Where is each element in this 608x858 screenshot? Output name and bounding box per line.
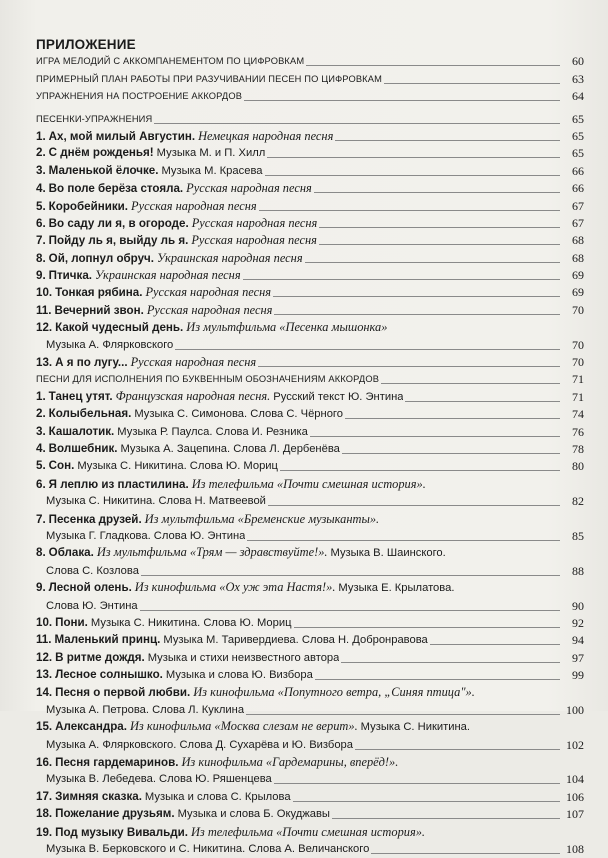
appendix-item [36,88,584,105]
entry-text [36,250,303,267]
appendix-item [36,53,584,70]
exercise-entry [36,197,584,214]
song-source: Из мультфильма «Бременские музыканты». [144,511,380,526]
song-entry-continuation [36,562,584,579]
song-author: Музыка и слова Ю. Визбора [165,669,313,682]
leader-line [371,853,560,854]
page-number: 71 [572,372,584,387]
song-title: В ритме дождя. [55,650,145,664]
exercises-heading: ПЕСЕНКИ-УПРАЖНЕНИЯ [36,113,153,124]
song-title: Лесное солнышко. [55,668,163,682]
section-title: ПРИЛОЖЕНИЕ [36,37,136,52]
song-entry [36,684,584,701]
exercises-list [36,110,584,371]
entry-text [36,215,317,232]
leader-line [274,314,560,315]
entry-number: 4. [36,182,46,196]
page-number: 100 [566,702,584,717]
entry-text [46,562,139,579]
song-entry-continuation [36,597,584,614]
exercise-entry [36,301,584,318]
entry-text [36,632,428,649]
entry-number: 3. [36,163,46,177]
page-number: 67 [572,198,584,213]
entry-text [36,806,330,823]
song-author: Музыка М. Таривердиева. Слова Н. Добронравова [163,634,428,647]
entry-text [36,476,426,493]
leader-line [430,644,560,645]
song-entry [36,632,584,649]
leader-line [274,783,560,784]
page-number: 70 [572,302,584,317]
page-number: 90 [572,598,584,613]
song-source: Украинская народная песня [157,250,303,265]
page-number: 64 [572,89,584,104]
entry-text [46,841,369,858]
entry-text [36,423,308,440]
song-author: Музыка А. Флярковского [46,338,174,351]
song-author: Музыка А. Флярковского. Слова Д. Сухарёва и Ю. Визбора [46,738,353,751]
page-number: 104 [566,772,584,787]
page-number: 68 [572,250,584,265]
exercise-entry [36,267,584,284]
song-author: Музыка В. Лебедева. Слова Ю. Ряшенцева [46,773,272,786]
exercise-entry [36,354,584,371]
leader-line [154,123,560,124]
song-title: Тонкая рябина. [55,286,143,300]
page-number: 71 [572,389,584,404]
song-source: Французская народная песня. [115,388,271,403]
page-number: 69 [572,285,584,300]
entry-text [36,53,304,70]
appendix-item-label: ПРИМЕРНЫЙ ПЛАН РАБОТЫ ПРИ РАЗУЧИВАНИИ ПЕСЕН ПО ЦИФРОВКАМ [36,73,382,84]
song-title: Я леплю из пластилина. [48,477,189,491]
entry-text [36,319,387,336]
song-author: Слова С. Козлова [46,564,139,577]
leader-line [306,65,560,66]
entry-number: 10. [36,286,53,300]
song-source: Русская народная песня [146,302,273,317]
song-author: Музыка С. Симонова. Слова С. Чёрного [134,408,343,421]
page-number: 66 [572,163,584,178]
entry-text [36,719,470,736]
song-author: Музыка С. Никитина. Слова Ю. Мориц [77,460,278,473]
song-entry [36,754,584,771]
songs-heading-row [36,371,584,388]
exercise-entry [36,180,584,197]
entry-number: 2. [36,146,46,160]
entry-number: 17. [36,789,53,803]
song-title: Маленькой ёлочке. [48,163,159,177]
leader-line [305,262,560,263]
exercise-entry [36,162,584,179]
leader-line [244,100,560,101]
song-title: А я по лугу... [55,356,128,370]
page-number: 65 [572,146,584,161]
song-title: Песенка друзей. [48,512,142,526]
song-title: С днём рожденья! [48,146,154,160]
entry-text [36,371,379,388]
entry-text [36,824,425,841]
entry-text [36,128,333,145]
entry-text [36,232,317,249]
song-source: Из кинофильма «Попутного ветра, „Синяя птица"». [193,685,475,700]
song-author: Музыка Р. Паулса. Слова И. Резника [117,425,308,438]
leader-line [310,436,560,437]
table-of-contents [36,36,584,858]
page-number: 65 [572,128,584,143]
song-author: Музыка и слова С. Крылова [144,790,291,803]
song-title: Пожелание друзьям. [55,807,175,821]
page-number: 94 [572,633,584,648]
song-title: Во поле берёза стояла. [48,182,184,196]
page-number: 80 [572,459,584,474]
entry-text [46,493,266,510]
song-title: Вечерний звон. [54,303,144,317]
exercise-entry [36,145,584,162]
page-number: 102 [566,737,584,752]
entry-number: 9. [36,269,46,283]
entry-text [36,388,403,405]
entry-number: 12. [36,321,53,335]
song-title: Пони. [55,615,88,629]
leader-line [140,610,560,611]
song-author: Музыка Е. Крылатова. [338,582,455,595]
song-source: Немецкая народная песня [198,128,334,143]
song-author: Музыка В. Берковского и С. Никитина. Слова А. Величанского [46,842,370,855]
song-entry-continuation [36,771,584,788]
page-number: 76 [572,424,584,439]
entry-number: 6. [36,477,46,491]
leader-line [319,227,560,228]
song-title: Танец утят. [48,389,113,403]
song-author: Музыка А. Зацепина. Слова Л. Дербенёва [120,442,340,455]
page-number: 70 [572,355,584,370]
leader-line [405,401,560,402]
entry-text [36,145,265,162]
leader-line [381,383,560,384]
entry-number: 8. [36,546,46,560]
song-entry [36,423,584,440]
entry-text [36,88,242,105]
entry-text [36,406,343,423]
song-title: Облака. [48,546,94,560]
leader-line [332,818,560,819]
songs-list [36,371,584,858]
song-source: Русская народная песня [191,215,318,230]
song-title: Под музыку Вивальди. [55,825,188,839]
song-title: Кашалотик. [48,424,115,438]
entry-text [36,684,475,701]
song-entry [36,580,584,597]
song-source: Из кинофильма «Москва слезам не верит». [129,719,358,734]
page-number: 99 [572,668,584,683]
song-entry [36,667,584,684]
song-entry [36,649,584,666]
page-number: 108 [566,841,584,856]
song-title: Маленький принц. [54,633,161,647]
song-source: Из телефильма «Почти смешная история». [191,476,426,491]
entry-text [36,354,256,371]
leader-line [341,662,560,663]
song-author: Музыка и слова Б. Окуджавы [177,808,330,821]
song-title: Ой, лопнул обруч. [48,251,155,265]
entry-number: 14. [36,686,53,700]
leader-line [246,714,560,715]
song-title: Колыбельная. [48,407,132,421]
entry-number: 8. [36,251,46,265]
leader-line [315,679,560,680]
song-author: Музыка и стихи неизвестного автора [147,651,340,664]
song-title: Какой чудесный день. [55,321,184,335]
song-title: Волшебник. [48,441,118,455]
song-source: Русская народная песня [186,181,312,196]
page-number: 69 [572,268,584,283]
leader-line [243,279,560,280]
entry-text [36,615,292,632]
page-number: 82 [572,494,584,509]
leader-line [273,296,560,297]
page-number: 66 [572,181,584,196]
leader-line [280,470,560,471]
entry-text [36,754,398,771]
entry-number: 11. [36,633,52,647]
entry-number: 5. [36,199,46,213]
entry-text [36,458,278,475]
leader-line [345,418,560,419]
song-entry [36,806,584,823]
exercise-entry [36,284,584,301]
entry-text [36,441,340,458]
song-source: Русская народная песня [145,285,272,300]
page-number: 74 [572,407,584,422]
leader-line [293,801,560,802]
song-entry [36,823,584,840]
song-entry-continuation [36,493,584,510]
song-title: Сон. [48,459,75,473]
leader-line [342,453,560,454]
leader-line [384,83,560,84]
page-number: 92 [572,615,584,630]
entry-number: 1. [36,389,46,403]
song-entry [36,458,584,475]
leader-line [258,366,560,367]
song-entry [36,510,584,527]
page-number: 70 [572,337,584,352]
appendix-item [36,70,584,87]
song-author: Музыка С. Никитина. Слова Ю. Мориц [90,616,292,629]
entry-number: 4. [36,441,46,455]
song-entry [36,475,584,492]
entry-text [36,198,257,215]
entry-number: 1. [36,129,46,143]
song-entry [36,615,584,632]
songs-heading: ПЕСНИ ДЛЯ ИСПОЛНЕНИЯ ПО БУКВЕННЫМ ОБОЗНАЧЕНИЯМ АККОРДОВ [36,374,380,385]
entry-text [36,667,313,684]
entry-number: 13. [36,356,53,370]
page-number: 85 [572,528,584,543]
entry-text [46,736,353,753]
entry-text [36,70,382,87]
page-number: 107 [566,807,584,822]
entry-number: 11. [36,303,52,317]
entry-text [36,180,312,197]
song-entry-continuation [36,701,584,718]
song-source: Из телефильма «Почти смешная история». [190,824,426,839]
page-number: 63 [572,71,584,86]
appendix-item-label: УПРАЖНЕНИЯ НА ПОСТРОЕНИЕ АККОРДОВ [36,91,243,102]
entry-text [36,162,263,179]
page-number: 65 [572,111,584,126]
entry-number: 7. [36,512,46,526]
song-author: Музыка С. Никитина. Слова Н. Матвеевой [46,495,266,508]
exercise-entry [36,319,584,336]
leader-line [314,192,560,193]
entry-number: 10. [36,615,53,629]
song-source: Из кинофильма «Ох уж эта Настя!». [134,580,336,595]
exercise-entry [36,232,584,249]
entry-text [36,580,454,597]
entry-number: 13. [36,668,53,682]
entry-text [36,649,339,666]
entry-text [36,788,291,805]
song-title: Песня гардемаринов. [55,756,179,770]
entry-number: 12. [36,650,53,664]
leader-line [319,244,560,245]
entry-number: 9. [36,581,46,595]
page-number: 68 [572,233,584,248]
song-author: Музыка Г. Гладкова. Слова Ю. Энтина [46,529,246,542]
page-number: 97 [572,650,584,665]
entry-text [36,284,271,301]
exercises-heading-row [36,110,584,127]
song-entry [36,545,584,562]
entry-text [36,110,152,127]
exercise-entry [36,215,584,232]
song-title: Зимняя сказка. [55,789,142,803]
entry-text [46,771,272,788]
song-source: Русская народная песня [130,355,257,370]
exercise-entry-continuation [36,336,584,353]
exercise-entry [36,249,584,266]
song-entry [36,788,584,805]
song-title: Александра. [55,720,127,734]
song-title: Пойду ль я, выйду ль я. [48,234,189,248]
song-source: Из мультфильма «Песенка мышонка» [186,320,388,335]
song-entry [36,388,584,405]
entry-number: 19. [36,825,53,839]
entry-number: 7. [36,234,46,248]
leader-line [355,749,560,750]
entry-number: 6. [36,216,46,230]
leader-line [141,575,560,576]
leader-line [265,175,561,176]
song-entry-continuation [36,841,584,858]
leader-line [268,505,560,506]
song-author: Музыка М. Красева [161,164,263,177]
song-title: Птичка. [48,269,93,283]
entry-number: 16. [36,756,53,770]
entry-text [36,545,446,562]
song-author: Русский текст Ю. Энтина [273,390,404,403]
song-author: Музыка М. и П. Хилл [156,147,266,160]
page-number: 88 [572,563,584,578]
page-number: 67 [572,215,584,230]
entry-text [46,336,173,353]
page-number: 60 [572,54,584,69]
song-source: Из кинофильма «Гардемарины, вперёд!». [181,755,399,770]
entry-text [46,701,244,718]
entry-text [36,302,272,319]
song-source: Украинская народная песня [95,268,241,283]
song-title: Лесной олень. [48,581,132,595]
song-source: Русская народная песня [131,198,257,213]
song-entry [36,719,584,736]
entry-number: 3. [36,424,46,438]
entry-number: 18. [36,807,53,821]
song-title: Ах, мой милый Августин. [48,129,196,143]
entry-number: 2. [36,407,46,421]
leader-line [294,627,560,628]
song-source: Русская народная песня [191,233,317,248]
leader-line [247,540,560,541]
entry-text [46,528,245,545]
song-title: Коробейники. [48,199,129,213]
page-number: 106 [566,789,584,804]
song-title: Во саду ли я, в огороде. [48,216,189,230]
song-entry [36,441,584,458]
exercise-entry [36,128,584,145]
song-entry-continuation [36,736,584,753]
leader-line [175,349,560,350]
leader-line [259,210,560,211]
song-author: Слова Ю. Энтина [46,599,138,612]
leader-line [267,157,560,158]
entry-number: 15. [36,720,53,734]
song-source: Из мультфильма «Трям — здравствуйте!». [96,545,328,560]
song-author: Музыка С. Никитина. [360,721,471,734]
song-entry-continuation [36,528,584,545]
song-author: Музыка В. Шаинского. [330,547,446,560]
leader-line [335,140,560,141]
song-author: Музыка А. Петрова. Слова Л. Куклина [46,703,245,716]
entry-text [46,597,138,614]
appendix-item-label: ИГРА МЕЛОДИЙ С АККОМПАНЕМЕНТОМ ПО ЦИФРОВКАМ [36,56,305,67]
appendix-list [36,53,584,105]
entry-text [36,511,379,528]
page-number: 78 [572,441,584,456]
entry-text [36,267,241,284]
song-entry [36,406,584,423]
song-title: Песня о первой любви. [55,686,191,700]
entry-number: 5. [36,459,46,473]
